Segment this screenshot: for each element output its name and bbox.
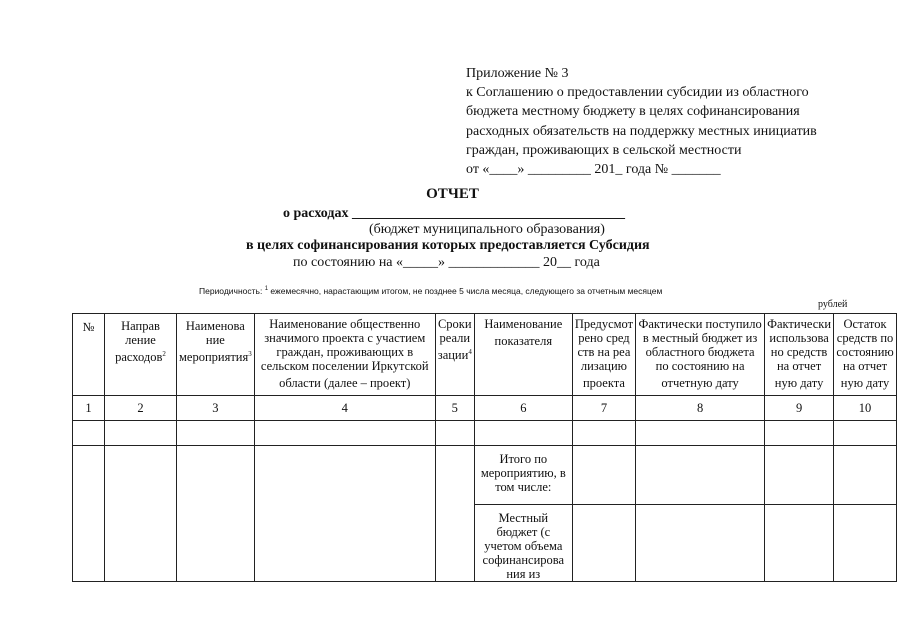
column-number: 4: [254, 396, 435, 421]
table-cell: [636, 446, 765, 505]
indicator-local-budget: Местный бюджет (с учетом объема софинансирова ния из: [474, 505, 572, 582]
appendix-line: расходных обязательств на поддержку местных инициатив: [466, 123, 817, 139]
header-cell: Предусмот рено сред ств на реа лизацию проекта: [572, 314, 635, 396]
table-cell: [834, 421, 897, 446]
column-number-row: [73, 396, 897, 421]
appendix-block: [466, 64, 886, 179]
units-label: рублей: [818, 299, 848, 310]
periodicity-text: ежемесячно, нарастающим итогом, не позднее 5 числа месяца, следующего за отчетным месяцем: [268, 286, 663, 296]
table-cell: [572, 446, 635, 505]
table-cell: [765, 446, 834, 505]
header-cell: Фактически поступило в местный бюджет из областного бюджета по состоянию на отчетную дату: [636, 314, 765, 396]
column-number: 10: [834, 396, 897, 421]
empty-row: [73, 421, 897, 446]
table-cell: [177, 446, 255, 582]
appendix-line: граждан, проживающих в сельской местности: [466, 142, 742, 158]
table-cell: [254, 421, 435, 446]
budget-caption: (бюджет муниципального образования): [369, 222, 605, 237]
header-cell: Сроки реали зации$^4$: [435, 314, 474, 396]
column-number: 3: [177, 396, 255, 421]
table-cell: [435, 421, 474, 446]
header-cell: №: [73, 314, 105, 396]
report-table: [72, 313, 897, 582]
table-cell: [105, 421, 177, 446]
expenses-line: [283, 206, 625, 222]
expenses-label: о расходах: [283, 206, 349, 221]
report-title: ОТЧЕТ: [426, 186, 479, 202]
column-number: 2: [105, 396, 177, 421]
table-cell: [834, 505, 897, 582]
table-cell: [73, 446, 105, 582]
column-number: 6: [474, 396, 572, 421]
header-cell: Остаток средств по состоянию на отчет ную дату: [834, 314, 897, 396]
table-cell: [254, 446, 435, 582]
expenses-blank: _______________________________________: [351, 206, 625, 221]
table-cell: [177, 421, 255, 446]
header-cell: Наименова ние мероприятия$^3$: [177, 314, 255, 396]
table-cell: [572, 421, 635, 446]
table-cell: [765, 421, 834, 446]
table-cell: [636, 505, 765, 582]
appendix-line: к Соглашению о предоставлении субсидии из областного: [466, 85, 809, 101]
periodicity-label: Периодичность:: [199, 286, 263, 296]
table-cell: [765, 505, 834, 582]
as-of-line: по состоянию на «_____» _____________ 20__ года: [293, 255, 600, 270]
indicator-total: Итого по мероприятию, в том числе:: [474, 446, 572, 505]
header-cell: Направ ление расходов$^2$: [105, 314, 177, 396]
column-number: 5: [435, 396, 474, 421]
column-number: 7: [572, 396, 635, 421]
appendix-line: Приложение № 3: [466, 66, 569, 81]
column-number: 1: [73, 396, 105, 421]
column-number: 9: [765, 396, 834, 421]
header-cell: Фактически использова но средств на отчет ную дату: [765, 314, 834, 396]
table-cell: [73, 421, 105, 446]
header-cell: Наименование показателя: [474, 314, 572, 396]
header-row: [73, 314, 897, 396]
table-cell: [636, 421, 765, 446]
periodicity-note: [199, 286, 662, 296]
purpose-line: в целях софинансирования которых предоставляется Субсидия: [246, 238, 650, 253]
appendix-line: бюджета местному бюджету в целях софинансирования: [466, 104, 800, 120]
footnote-marker: 1: [264, 286, 269, 293]
table-cell: [435, 446, 474, 582]
appendix-line: от «____» _________ 201_ года № _______: [466, 162, 721, 178]
column-number: 8: [636, 396, 765, 421]
header-cell: Наименование общественно значимого проекта с участием граждан, проживающих в сельском поселении Иркутской области (далее – проект): [254, 314, 435, 396]
table-cell: [834, 446, 897, 505]
table-row: [73, 446, 897, 505]
table-cell: [572, 505, 635, 582]
table-cell: [474, 421, 572, 446]
table-cell: [105, 446, 177, 582]
